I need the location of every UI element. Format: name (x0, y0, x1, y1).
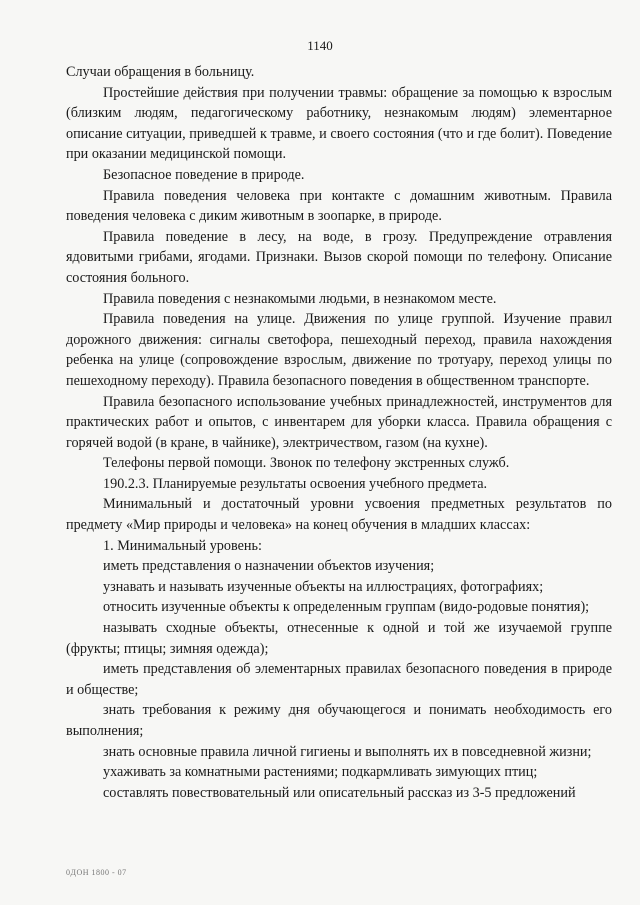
paragraph: называть сходные объекты, отнесенные к одной и той же изучаемой группе (фрукты; птицы; зимняя одежда); (66, 620, 612, 657)
paragraph: Безопасное поведение в природе. (103, 166, 305, 183)
paragraph: узнавать и называть изученные объекты на иллюстрациях, фотографиях; (103, 578, 544, 595)
paragraph: иметь представления о назначении объектов изучения; (103, 558, 435, 575)
paragraph: 1. Минимальный уровень: (103, 537, 262, 554)
paragraph: Правила поведения с незнакомыми людьми, в незнакомом месте. (103, 290, 497, 307)
paragraph: знать основные правила личной гигиены и выполнять их в повседневной жизни; (103, 743, 592, 760)
paragraph: 190.2.3. Планируемые результаты освоения учебного предмета. (103, 475, 488, 492)
paragraph: Случаи обращения в больницу. (66, 64, 255, 80)
paragraph: относить изученные объекты к определенным группам (видо-родовые понятия); (103, 599, 590, 616)
paragraph: Правила поведение в лесу, на воде, в грозу. Предупреждение отравления ядовитыми грибами, ягодами. Признаки. Вызов скорой помощи по телефону. Описание состояния больного. (66, 228, 612, 286)
paragraph: Правила поведения на улице. Движения по улице группой. Изучение правил дорожного движения: сигналы светофора, пешеходный переход, правила нахождения ребенка на улице (сопровождение взрослым, движение по тротуару, переход улицы по пешеходному переходу). Правила безопасного поведения в общественном транспорте. (66, 311, 612, 389)
page-number: 1140 (307, 38, 333, 53)
paragraph: Простейшие действия при получении травмы: обращение за помощью к взрослым (близким людям, педагогическому работнику, незнакомым людям) элементарное описание ситуации, приведшей к травме, и своего состояния (что и где болит). Поведение при оказании медицинской помощи. (66, 84, 612, 163)
paragraph: Минимальный и достаточный уровни усвоения предметных результатов по предмету «Мир природы и человека» на конец обучения в младших классах: (66, 496, 612, 534)
paragraph: Правила безопасного использование учебных принадлежностей, инструментов для практических работ и опытов, с инвентарем для уборки класса. Правила обращения с горячей водой (в кране, в чайнике), электричеством, газом (на кухне). (66, 393, 612, 451)
paragraph: знать требования к режиму дня обучающегося и понимать необходимость его выполнения; (66, 702, 612, 739)
document-body (66, 62, 612, 803)
paragraph: ухаживать за комнатными растениями; подкармливать зимующих птиц; (103, 764, 538, 781)
paragraph: иметь представления об элементарных правилах безопасного поведения в природе и обществе; (66, 661, 612, 698)
paragraph: Правила поведения человека при контакте с домашним животным. Правила поведения человека с диким животным в зоопарке, в природе. (66, 187, 612, 225)
footer-stamp: 0ДОН 1800 - 07 (66, 868, 127, 877)
paragraph: составлять повествовательный или описательный рассказ из 3-5 предложений (103, 784, 576, 801)
paragraph: Телефоны первой помощи. Звонок по телефону экстренных служб. (103, 455, 510, 472)
